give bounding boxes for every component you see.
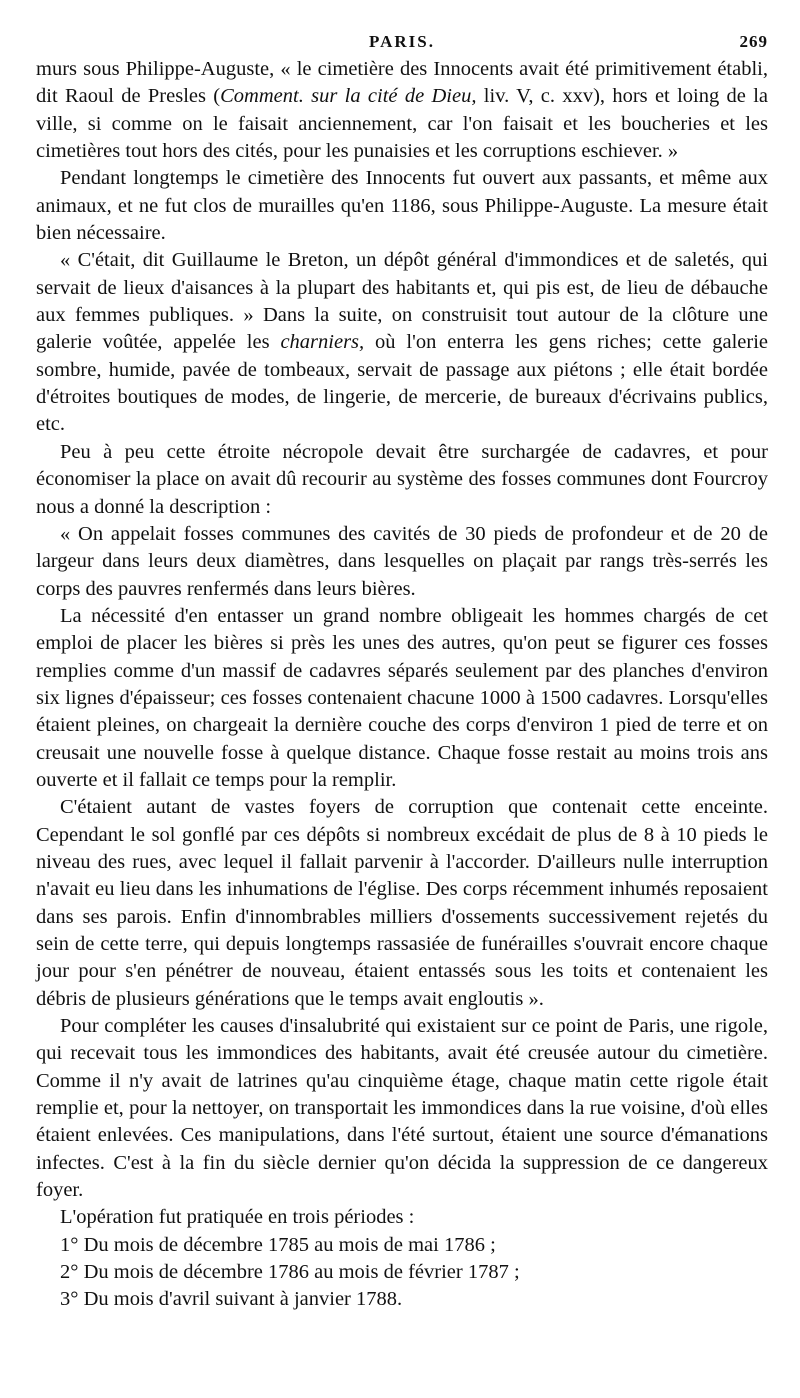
- list-item: [36, 1259, 768, 1286]
- paragraph-text: « On appelait fosses communes des cavités de 30 pieds de profondeur et de 20 de largeur dans leurs deux diamètres, dans lesquelles on plaçait par rangs très-serrés les corps des pauvres renfermés dans leurs bières.: [36, 522, 768, 600]
- paragraph-text: « C'était, dit Guillaume le Breton, un dépôt général d'immondices et de saletés, qui servait de lieux d'aisances à la plupart des habitants et, qui pis est, de lieu de débauche aux femmes publiques. » Dans la suite, on construisit tout autour de la clôture une galerie voûtée, appelée les: [36, 249, 768, 354]
- list-item-text: 2° Du mois de décembre 1786 au mois de février 1787 ;: [60, 1261, 520, 1284]
- quoted-paragraph: [36, 247, 768, 438]
- paragraph: [36, 794, 768, 1013]
- list-item: [36, 1232, 768, 1259]
- paragraph: [36, 439, 768, 521]
- book-page: [36, 28, 768, 1314]
- page-number: 269: [739, 32, 768, 51]
- page-header: [36, 28, 768, 56]
- list-item-text: 1° Du mois de décembre 1785 au mois de mai 1786 ;: [60, 1233, 496, 1256]
- paragraph-text: L'opération fut pratiquée en trois périodes :: [60, 1206, 415, 1229]
- paragraph-text: Pendant longtemps le cimetière des Innocents fut ouvert aux passants, et même aux animaux, et ne fut clos de murailles qu'en 1186, sous Philippe-Auguste. La mesure était bien nécessaire.: [36, 167, 768, 245]
- paragraph-text: liv. V, c. xxv), hors et loing de la ville, si comme on le faisait anciennement, car l'on faisait et les boucheries et les cimetières tout hors des cités, pour les punaisies et les corruptions eschiever. »: [36, 85, 768, 163]
- body-text: [36, 56, 768, 1314]
- paragraph: [36, 165, 768, 247]
- paragraph: [36, 1013, 768, 1204]
- paragraph-text: Pour compléter les causes d'insalubrité qui existaient sur ce point de Paris, une rigole, qui recevait tous les immondices des habitants, avait été creusée autour du cimetière. Comme il n'y avait de latrines qu'au cinquième étage, chaque matin cette rigole était remplie et, pour la nettoyer, on transportait les immondices dans la rue voisine, d'où elles étaient enlevées. Ces manipulations, dans l'été surtout, étaient une source d'émanations infectes. C'est à la fin du siècle dernier qu'on décida la suppression de ce dangereux foyer.: [36, 1015, 768, 1202]
- book-title-italic: Comment. sur la cité de Dieu,: [220, 85, 477, 108]
- paragraph-text: La nécessité d'en entasser un grand nombre obligeait les hommes chargés de cet emploi de placer les bières si près les unes des autres, qu'on peut se figurer ces fosses remplies comme d'un massif de cadavres séparés seulement par des planches d'environ six lignes d'épaisseur; ces fosses contenaient chacune 1000 à 1500 cadavres. Lorsqu'elles étaient pleines, on chargeait la dernière couche des corps d'environ 1 pied de terre et on creusait une nouvelle fosse à quelque distance. Chaque fosse restait au moins trois ans ouverte et il fallait ce temps pour la remplir.: [36, 604, 768, 791]
- quoted-paragraph: [36, 521, 768, 603]
- list-item: [36, 1286, 768, 1313]
- paragraph-text: murs sous Philippe-Auguste, « le cimetière des Innocents avait été primitivement établi, dit Raoul de Presles (: [36, 58, 768, 108]
- paragraph-text: Peu à peu cette étroite nécropole devait être surchargée de cadavres, et pour économiser la place on avait dû recourir au système des fosses communes dont Fourcroy nous a donné la description :: [36, 440, 768, 518]
- paragraph-text: où l'on enterra les gens riches; cette galerie sombre, humide, pavée de tombeaux, servait de passage aux piétons ; elle était bordée d'étroites boutiques de modes, de lingerie, de mercerie, de bureaux d'écrivains publics, etc.: [36, 331, 768, 436]
- paragraph-text: C'étaient autant de vastes foyers de corruption que contenait cette enceinte. Cependant le sol gonflé par ces dépôts si nombreux excédait de plus de 8 à 10 pieds le niveau des rues, avec lequel il fallait parvenir à l'accorder. D'ailleurs nulle interruption n'avait eu lieu dans les inhumations de l'église. Des corps récemment inhumés reposaient dans ses parois. Enfin d'innombrables milliers d'ossements successivement rejetés du sein de cette terre, qui depuis longtemps rassasiée de funérailles s'ouvrait encore chaque jour pour s'en pénétrer de nouveau, étaient entassés sous les toits et contenaient les débris de plusieurs générations que le temps avait engloutis ».: [36, 796, 768, 1010]
- list-item-text: 3° Du mois d'avril suivant à janvier 1788.: [60, 1288, 403, 1311]
- term-italic: charniers,: [280, 331, 365, 354]
- paragraph-continuation: [36, 56, 768, 165]
- running-title: PARIS.: [369, 32, 435, 51]
- paragraph: [36, 1204, 768, 1231]
- paragraph: [36, 603, 768, 794]
